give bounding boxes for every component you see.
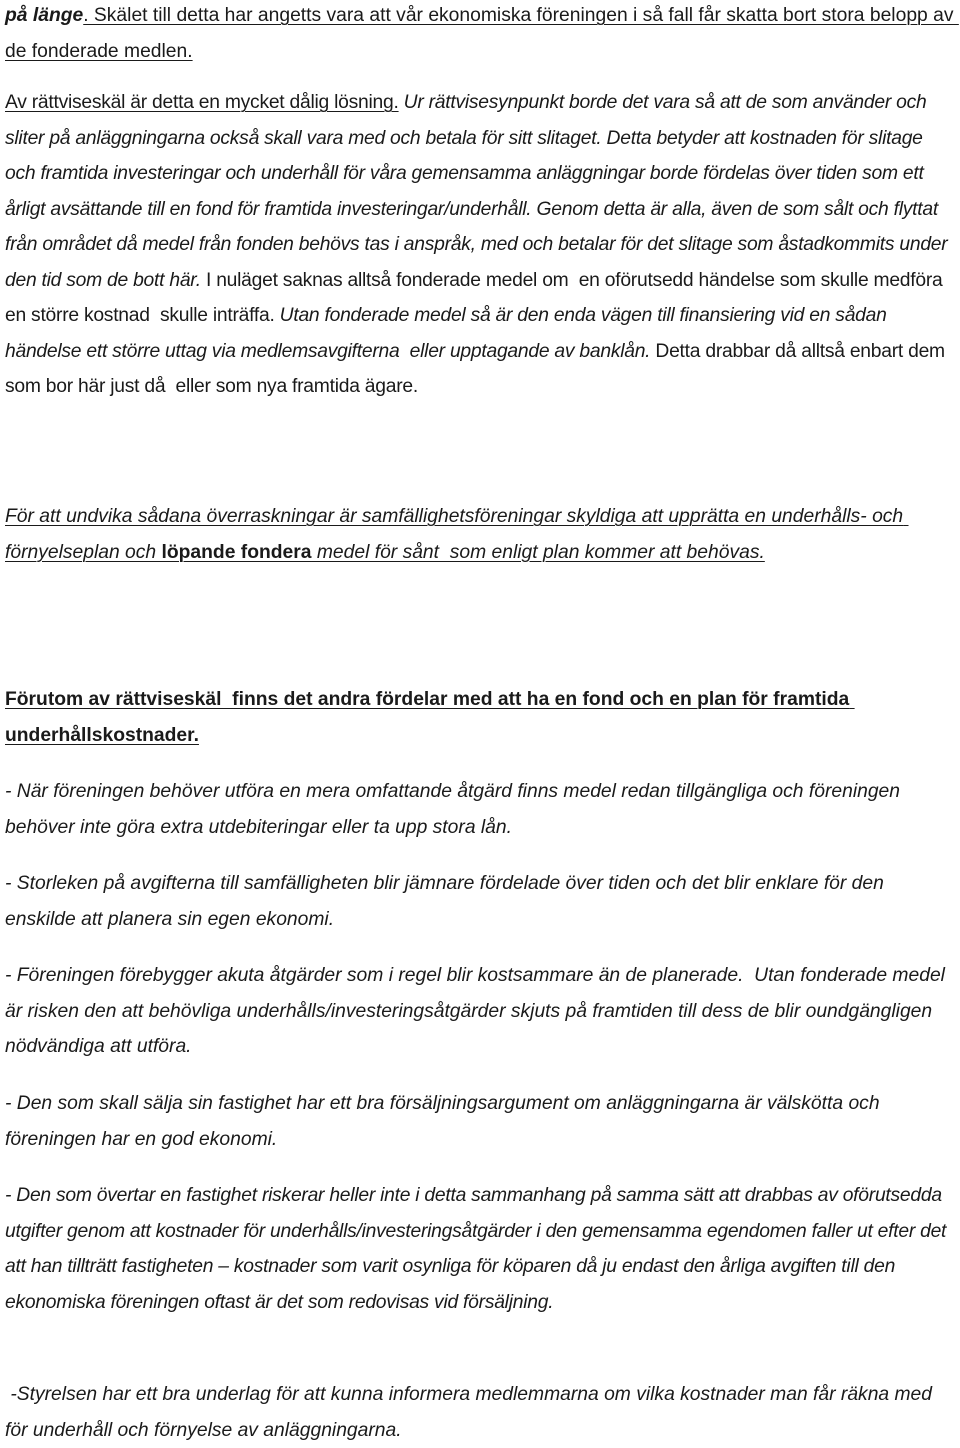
list-item: -Styrelsen har ett bra underlag för att kunna informera medlemmarna om vilka kostnader man får räkna med för underhåll och förnyelse av anläggningarna. [5, 1384, 938, 1441]
text-run: För att undvika sådana överraskningar är samfällighetsföreningar skyldiga att upprätta en underhålls- och förnyelseplan och [5, 506, 909, 563]
paragraph-obligation [5, 499, 955, 570]
text-run: Av rättviseskäl är detta en mycket dålig lösning. [5, 92, 399, 113]
list-item: - Den som skall sälja sin fastighet har ett bra försäljningsargument om anläggningarna är välskötta och föreningen har en god ekonomi. [5, 1093, 885, 1150]
text-run: på länge [5, 5, 84, 26]
paragraph-intro [5, 0, 959, 69]
text-run: Utan fonderade medel så är den enda vägen till finansiering vid en sådan händelse ett större uttag via medlemsavgifterna eller upptagande av banklån. [5, 305, 892, 362]
list-item: - Storleken på avgifterna till samfälligheten blir jämnare fördelade över tiden och det blir enklare för den enskilde att planera sin egen ekonomi. [5, 873, 890, 930]
text-run: Ur rättvisesynpunkt borde det vara så att de som använder och sliter på anläggningarna också skall vara med och betala för sitt slitaget. [5, 92, 932, 149]
text-run: I nuläget saknas alltså fonderade medel om en oförutsedd händelse som skulle medföra en större kostnad skulle inträffa. [5, 269, 948, 326]
paragraph-fairness [5, 85, 957, 405]
text-run-bold: löpande fondera [161, 541, 312, 563]
section-heading: Förutom av rättviseskäl finns det andra fördelar med att ha en fond och en plan för framtida underhållskostnader. [5, 689, 855, 746]
text-run: . Skälet till detta har angetts vara att vår ekonomiska föreningen i så fall får skatta bort stora belopp av de fonderade medlen. [5, 5, 959, 62]
list-item: - När föreningen behöver utföra en mera omfattande åtgärd finns medel redan tillgängliga och föreningen behöver inte göra extra utdebiteringar eller ta upp stora lån. [5, 781, 906, 838]
text-run: Detta betyder att kostnaden för slitage och framtida investeringar och underhåll för våra gemensamma anläggningar borde fördelas över tiden som ett årligt avsättande till en fond för framtida investeringar/underhåll. [5, 127, 929, 220]
text-run: medel för sånt som enligt plan kommer att behövas. [311, 541, 765, 563]
list-item: - Föreningen förebygger akuta åtgärder som i regel blir kostsammare än de planerade. Utan fonderade medel är risken den att behövliga underhålls/investeringsåtgärder skjuts på framtiden till dess de blir oundgängligen nödvändiga att utföra. [5, 965, 951, 1057]
text-run: Detta drabbar då alltså enbart dem som bor här just då eller som nya framtida ägare. [5, 340, 950, 397]
text-run: Genom detta är alla, även de som sålt och flyttat från området då medel från fonden behövs tas i anspråk, med och betalar för det slitage som åstadkommits under den tid som de bott här. [5, 198, 953, 291]
list-item: - Den som övertar en fastighet riskerar heller inte i detta sammanhang på samma sätt att drabbas av oförutsedda utgifter genom att kostnader för underhålls/investeringsåtgärder i den gemensamma egendomen faller ut efter det att han tillträtt fastigheten – kostnader som varit osynliga för köparen då ju endast den årliga avgiften till den ekonomiska föreningen oftast är det som redovisas vid försäljning. [5, 1185, 952, 1313]
